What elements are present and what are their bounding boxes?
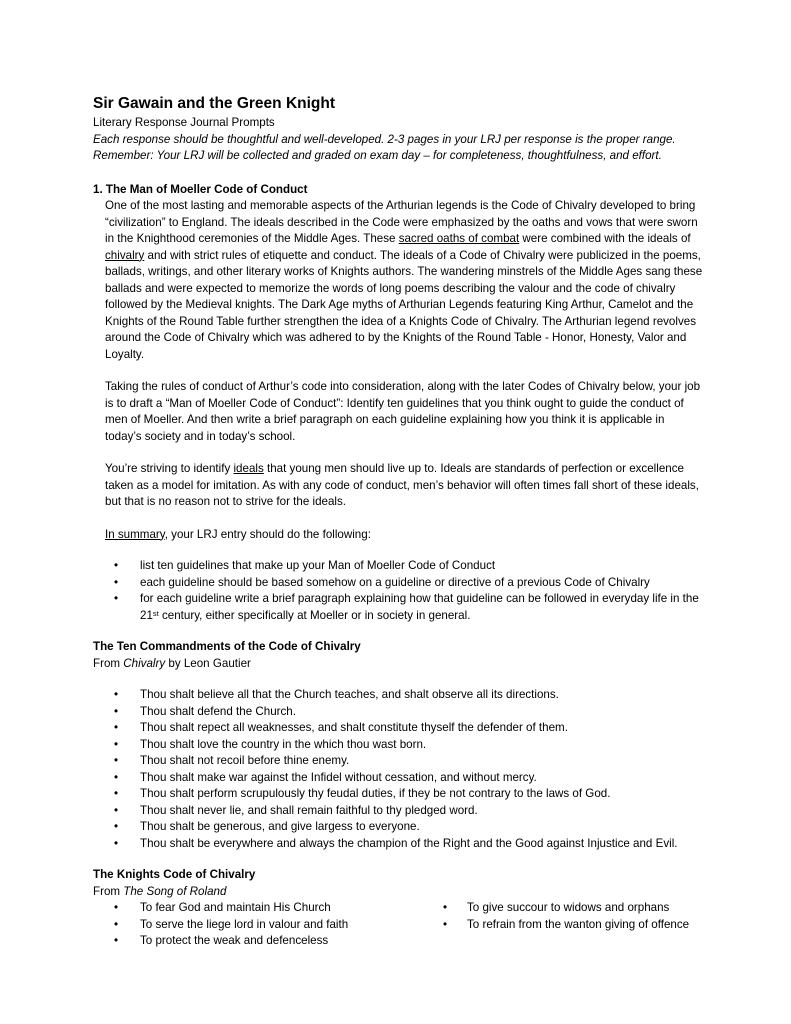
instruction-line-2: Remember: Your LRJ will be collected and graded on exam day – for completeness, thoughtfulness, and effort. xyxy=(93,149,662,162)
list-item xyxy=(93,591,703,624)
list-item-text: To fear God and maintain His Church xyxy=(140,901,331,914)
list-item xyxy=(93,737,703,754)
list-item xyxy=(93,770,703,787)
document-title: Sir Gawain and the Green Knight xyxy=(93,95,336,112)
underlined-word-chivalry: chivalry xyxy=(105,248,145,262)
section-1-paragraph-2: Taking the rules of conduct of Arthur’s code into consideration, along with the later Codes of Chivalry below, your job is to draft a “Man of Moeller Code of Conduct”: Identify ten guidelines that you think ought to guide the conduct of men of Moeller. And then write a brief paragraph on each guideline explaining how you think it is applicable in today’s society and in today’s school. xyxy=(105,380,701,443)
list-item-text: Thou shalt believe all that the Church teaches, and shalt observe all its directions. xyxy=(140,688,559,701)
text-run: that young men should live up to. Ideals are standards of perfection or excellence taken as a model for imitation. As with any code of conduct, men’s behavior will often times fall short of these ideals, but that is no reason not to strive for the ideals. xyxy=(105,462,699,508)
list-item-text: Thou shalt be generous, and give largess to everyone. xyxy=(140,820,420,833)
knights-code-list-1 xyxy=(93,900,443,950)
list-item-text: Thou shalt defend the Church. xyxy=(140,704,296,718)
list-item xyxy=(93,753,703,770)
section-1-heading: 1. The Man of Moeller Code of Conduct xyxy=(93,182,308,196)
knights-code-column-2 xyxy=(443,900,703,950)
list-item-text: Thou shalt be everywhere and always the champion of the Right and the Good against Injustice and Evil. xyxy=(140,836,678,850)
list-item xyxy=(443,917,703,934)
list-item-text: each guideline should be based somehow on a guideline or directive of a previous Code of Chivalry xyxy=(140,575,650,589)
document-content xyxy=(93,94,703,950)
list-item xyxy=(93,900,443,917)
text-run: From xyxy=(93,656,124,670)
list-item xyxy=(443,900,703,917)
section-1-paragraph-1 xyxy=(105,198,703,363)
bullet-icon: • xyxy=(114,737,119,751)
bullet-icon: • xyxy=(114,770,119,784)
bullet-icon: • xyxy=(443,901,448,914)
underlined-phrase-sacred-oaths: sacred oaths of combat xyxy=(398,232,520,245)
list-item xyxy=(93,687,703,704)
text-run: One of the most lasting and memorable aspects of the Arthurian legends is the Code of Chivalry developed to bring “civilization” to England. The ideals described in the Code were emphasized by the oaths and vows that were sworn in the Knighthood ceremonies of the Middle Ages. These xyxy=(105,199,698,245)
superscript: st xyxy=(152,608,159,618)
bullet-icon: • xyxy=(114,704,119,718)
knights-code-columns xyxy=(93,900,703,950)
text-run: , your LRJ entry should do the following: xyxy=(164,527,371,541)
commandments-heading: The Ten Commandments of the Code of Chivalry xyxy=(93,640,361,653)
list-item xyxy=(93,917,443,934)
list-item-text: Thou shalt love the country in the which thou wast born. xyxy=(140,737,427,751)
list-item xyxy=(93,836,703,853)
list-item-text: Thou shalt repect all weaknesses, and shalt constitute thyself the defender of them. xyxy=(140,721,568,734)
list-item xyxy=(93,558,703,575)
text-run: were combined with the ideals of xyxy=(519,232,691,245)
list-item-text: for each guideline write a brief paragraph explaining how that guideline can be followed in everyday life in the 21 xyxy=(140,592,699,622)
document-subtitle: Literary Response Journal Prompts xyxy=(93,116,275,129)
instruction-line-1: Each response should be thoughtful and well-developed. 2-3 pages in your LRJ per response is the proper range. xyxy=(93,132,676,146)
bullet-icon: • xyxy=(114,917,119,931)
commandments-source xyxy=(93,656,703,673)
underlined-word-ideals: ideals xyxy=(233,462,264,475)
bullet-icon: • xyxy=(114,901,119,914)
list-item-text: To protect the weak and defenceless xyxy=(140,934,329,947)
knights-code-source xyxy=(93,884,703,901)
text-run: You’re striving to identify xyxy=(105,462,234,475)
list-item-text: Thou shalt never lie, and shall remain faithful to thy pledged word. xyxy=(140,803,478,817)
list-item xyxy=(93,704,703,721)
bullet-icon: • xyxy=(114,787,119,800)
summary-bullet-list xyxy=(93,558,703,624)
bullet-icon: • xyxy=(114,820,119,833)
knights-code-column-1 xyxy=(93,900,443,950)
list-item-text: To serve the liege lord in valour and faith xyxy=(140,917,349,931)
list-item-text: century, either specifically at Moeller or in society in general. xyxy=(158,608,471,622)
bullet-icon: • xyxy=(114,754,119,767)
book-title: Chivalry xyxy=(123,656,166,670)
list-item xyxy=(93,933,443,950)
list-item-text: To refrain from the wanton giving of offence xyxy=(467,917,690,931)
list-item-text: Thou shalt perform scrupulously thy feudal duties, if they be not contrary to the laws of God. xyxy=(140,787,611,800)
bullet-icon: • xyxy=(114,559,119,572)
list-item xyxy=(93,575,703,592)
bullet-icon: • xyxy=(114,836,119,850)
book-title: The Song of Roland xyxy=(123,884,227,898)
list-item xyxy=(93,720,703,737)
bullet-icon: • xyxy=(443,917,448,931)
list-item xyxy=(93,786,703,803)
list-item-text: list ten guidelines that make up your Man of Moeller Code of Conduct xyxy=(140,559,496,572)
list-item xyxy=(93,819,703,836)
bullet-icon: • xyxy=(114,575,119,589)
list-item-text: Thou shalt not recoil before thine enemy. xyxy=(140,754,350,767)
list-item xyxy=(93,803,703,820)
underlined-phrase-in-summary: In summary xyxy=(105,527,165,541)
section-1-body xyxy=(105,198,703,543)
section-1-paragraph-3 xyxy=(105,461,703,511)
list-item-text: Thou shalt make war against the Infidel without cessation, and without mercy. xyxy=(140,770,537,784)
commandments-list xyxy=(93,687,703,852)
knights-code-heading: The Knights Code of Chivalry xyxy=(93,868,256,881)
bullet-icon: • xyxy=(114,803,119,817)
list-item-text: To give succour to widows and orphans xyxy=(467,901,670,914)
bullet-icon: • xyxy=(114,934,119,947)
bullet-icon: • xyxy=(114,721,119,734)
knights-code-list-2 xyxy=(443,900,703,933)
text-run: by Leon Gautier xyxy=(165,656,251,670)
bullet-icon: • xyxy=(114,592,119,605)
bullet-icon: • xyxy=(114,688,119,701)
section-1-paragraph-4 xyxy=(105,527,703,544)
text-run: and with strict rules of etiquette and conduct. The ideals of a Code of Chivalry were publicized in the poems, ballads, writings, and other literary works of Knights authors. The wandering minstrels of the Middle Ages sang these ballads and were expected to memorize the words of long poems describing the valour and the code of chivalry followed by the Medieval knights. The Dark Age myths of Arthurian Legends featuring King Arthur, Camelot and the Knights of the Round Table further strengthen the idea of a Knights Code of Chivalry. The Arthurian legend revolves around the Code of Chivalry which was adhered to by the Knights of the Round Table - Honor, Honesty, Valor and Loyalty. xyxy=(105,248,703,361)
text-run: From xyxy=(93,884,124,898)
